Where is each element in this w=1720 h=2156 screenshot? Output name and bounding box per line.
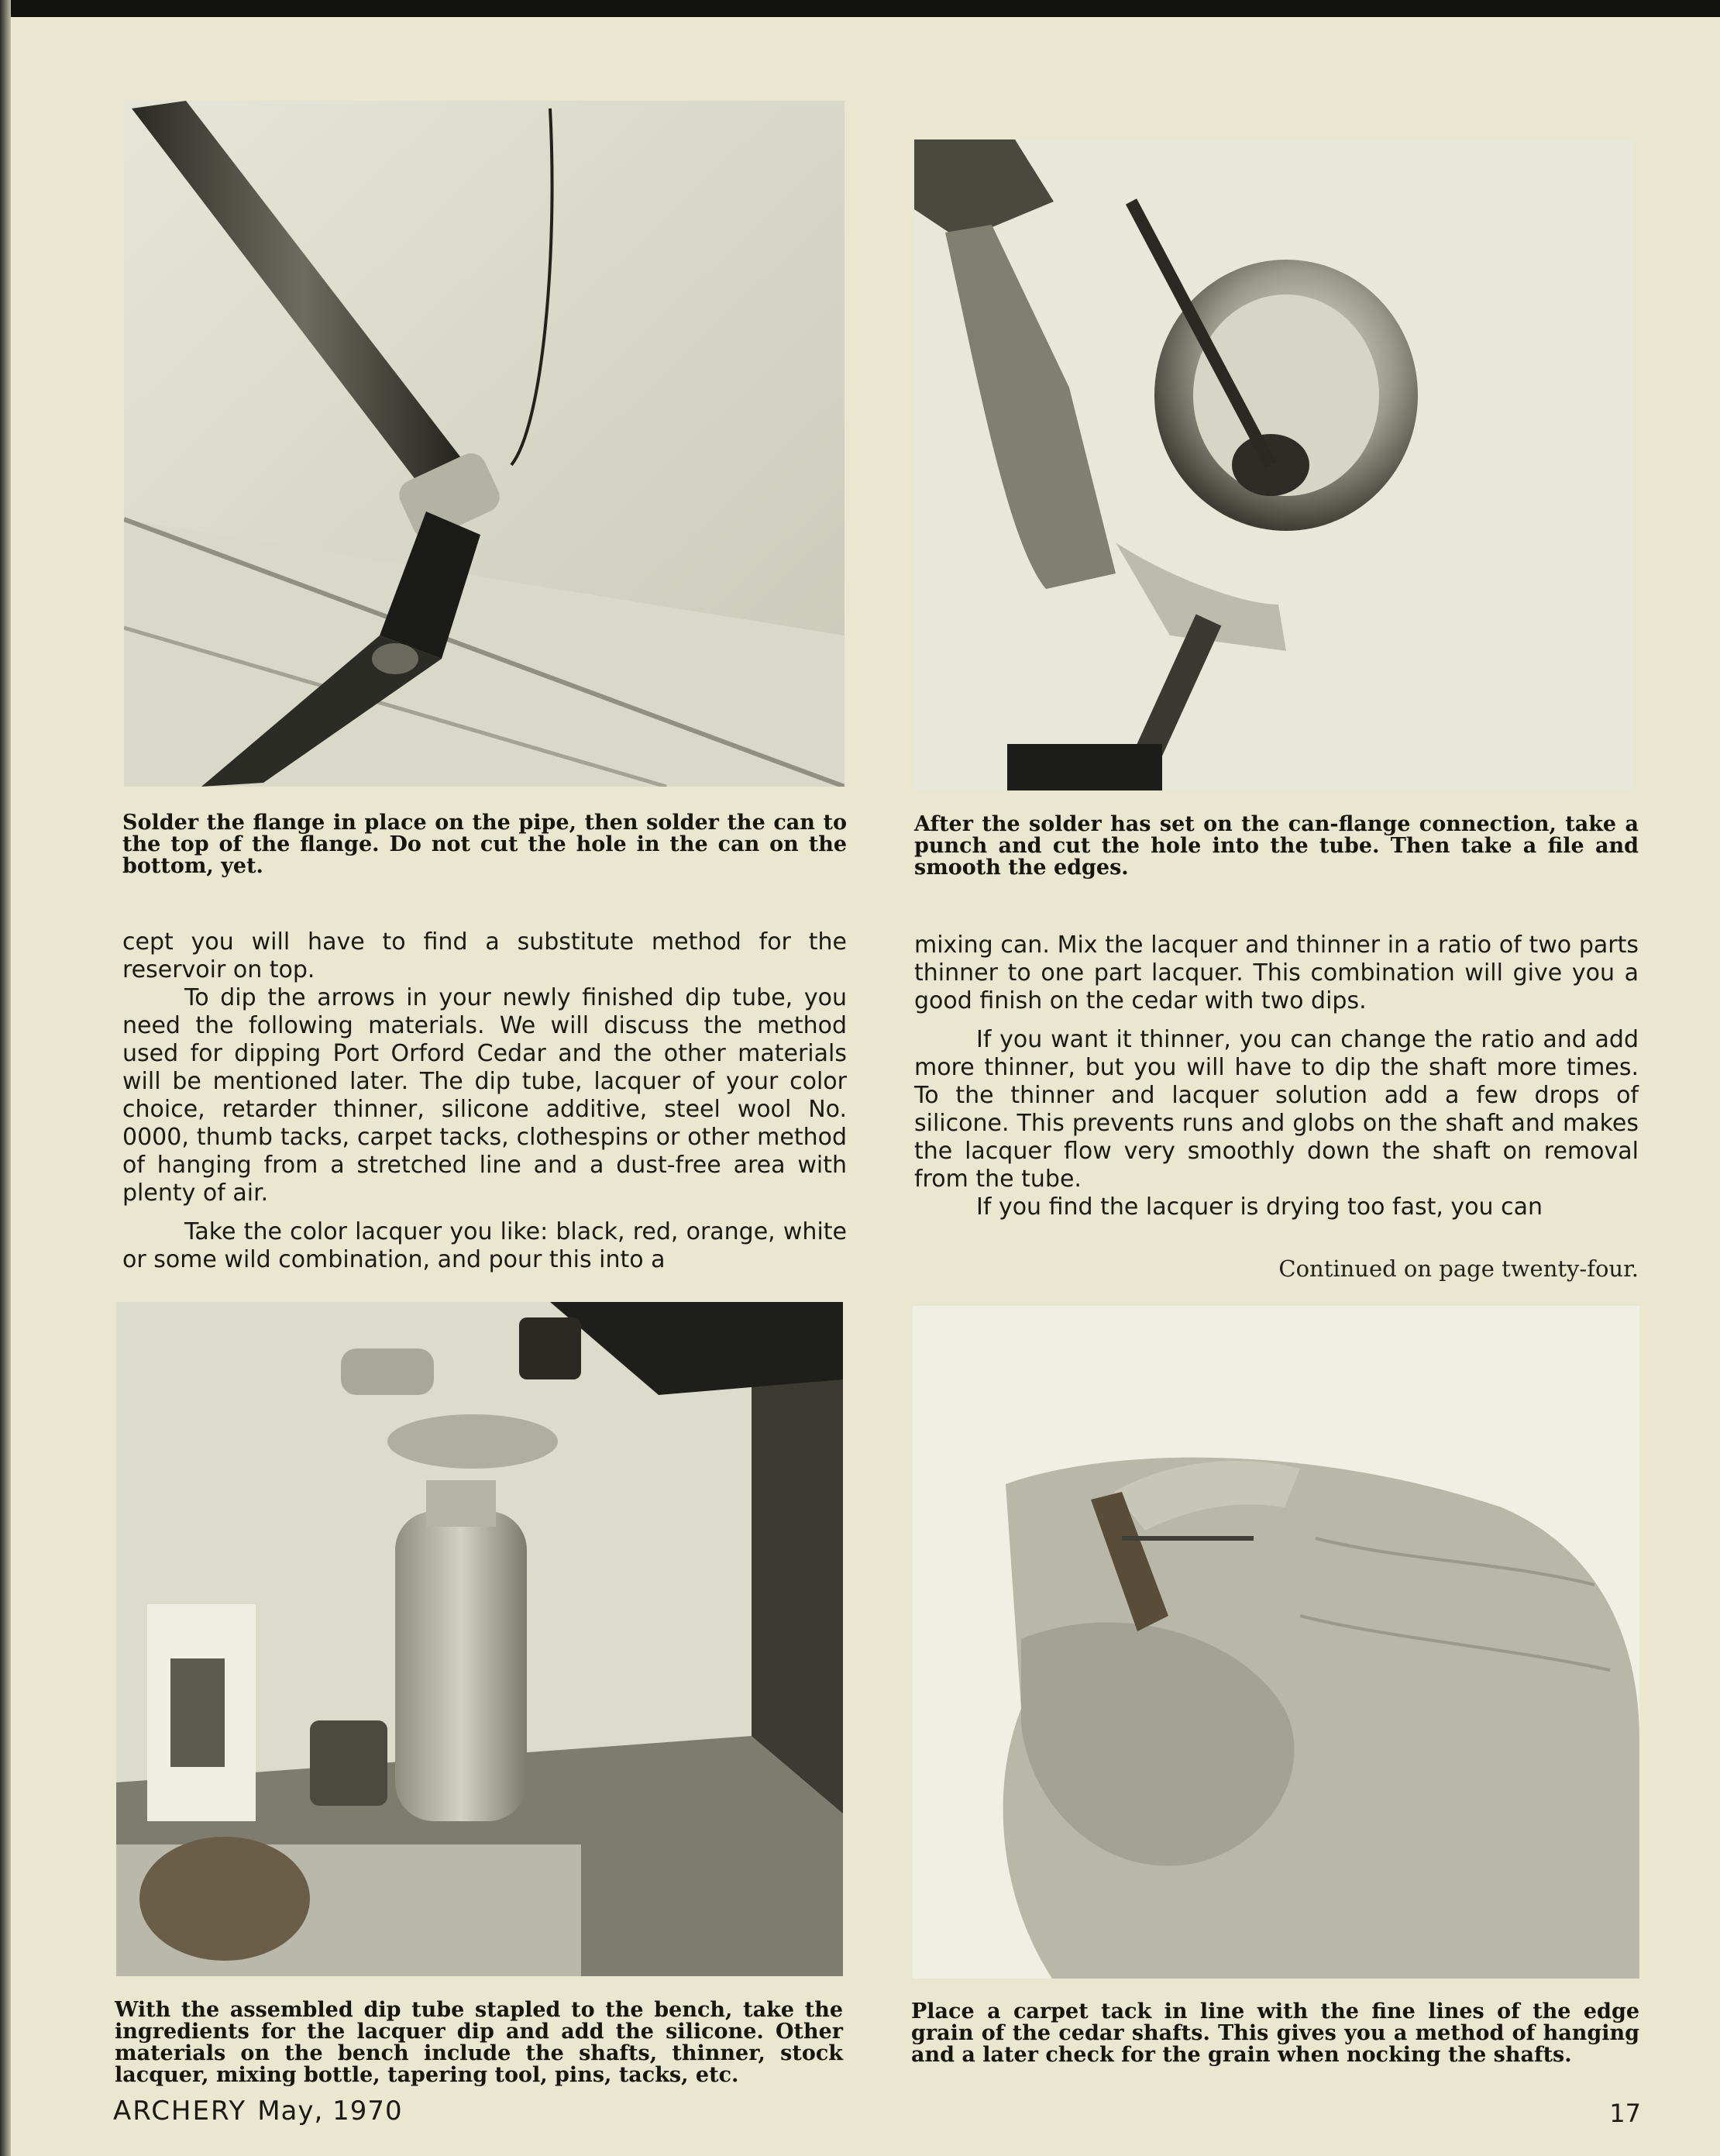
article-paragraph: cept you will have to find a substitute method for the reservoir on top. [122, 928, 847, 983]
caption-top-right: After the solder has set on the can-flange connection, take a punch and cut the hole into the tube. Then take a file and smooth the edges. [914, 812, 1639, 880]
footer-magazine-date [113, 2096, 403, 2127]
page-binding-edge [0, 0, 11, 2156]
photo-carpet-tack [913, 1306, 1639, 1979]
article-paragraph: If you find the lacquer is drying too fast, you can [976, 1193, 1543, 1221]
issue-date: May, 1970 [257, 2096, 403, 2127]
article-left-column [122, 928, 847, 1274]
article-paragraph: Take the color lacquer you like: black, red, orange, white or some wild combination, and pour this into a [122, 1218, 847, 1273]
photo-dip-materials [116, 1302, 843, 1976]
caption-bottom-left: With the assembled dip tube stapled to the bench, take the ingredients for the lacquer dip and add the silicone. Other materials on the bench include the shafts, thinner, stock lacquer, mixing bottle, tapering tool, pins, tacks, etc. [115, 1998, 843, 2087]
page-top-edge [0, 0, 1720, 17]
caption-top-left: Solder the flange in place on the pipe, then solder the can to the top of the flange. Do not cut the hole in the can on the bottom, yet. [122, 811, 847, 878]
article-paragraph: To dip the arrows in your newly finished dip tube, you need the following materials. We will discuss the method used for dipping Port Orford Cedar and the other materials will be mentioned later. The dip tube, lacquer of your color choice, retarder thinner, silicone additive, steel wool No. 0000, thumb tacks, carpet tacks, clothespins or other method of hanging from a stretched line and a dust-free area with plenty of air. [122, 984, 847, 1207]
article-right-column [914, 932, 1639, 1221]
magazine-name: ARCHERY [113, 2096, 247, 2127]
caption-bottom-right: Place a carpet tack in line with the fine lines of the edge grain of the cedar shafts. This gives you a method of hanging and a later check for the grain when nocking the shafts. [911, 1999, 1639, 2067]
photo-solder-flange [124, 101, 845, 787]
article-paragraph: mixing can. Mix the lacquer and thinner in a ratio of two parts thinner to one part lacquer. This combination will give you a good finish on the cedar with two dips. [914, 932, 1639, 1014]
photo-punch-hole [914, 139, 1635, 790]
continued-notice: Continued on page twenty-four. [1278, 1255, 1639, 1282]
page-number: 17 [1609, 2099, 1641, 2128]
article-paragraph: If you want it thinner, you can change the ratio and add more thinner, but you will have to dip the shaft more times. To the thinner and lacquer solution add a few drops of silicone. This prevents runs and globs on the shaft and makes the lacquer flow very smoothly down the shaft on removal from the tube. [914, 1026, 1639, 1193]
